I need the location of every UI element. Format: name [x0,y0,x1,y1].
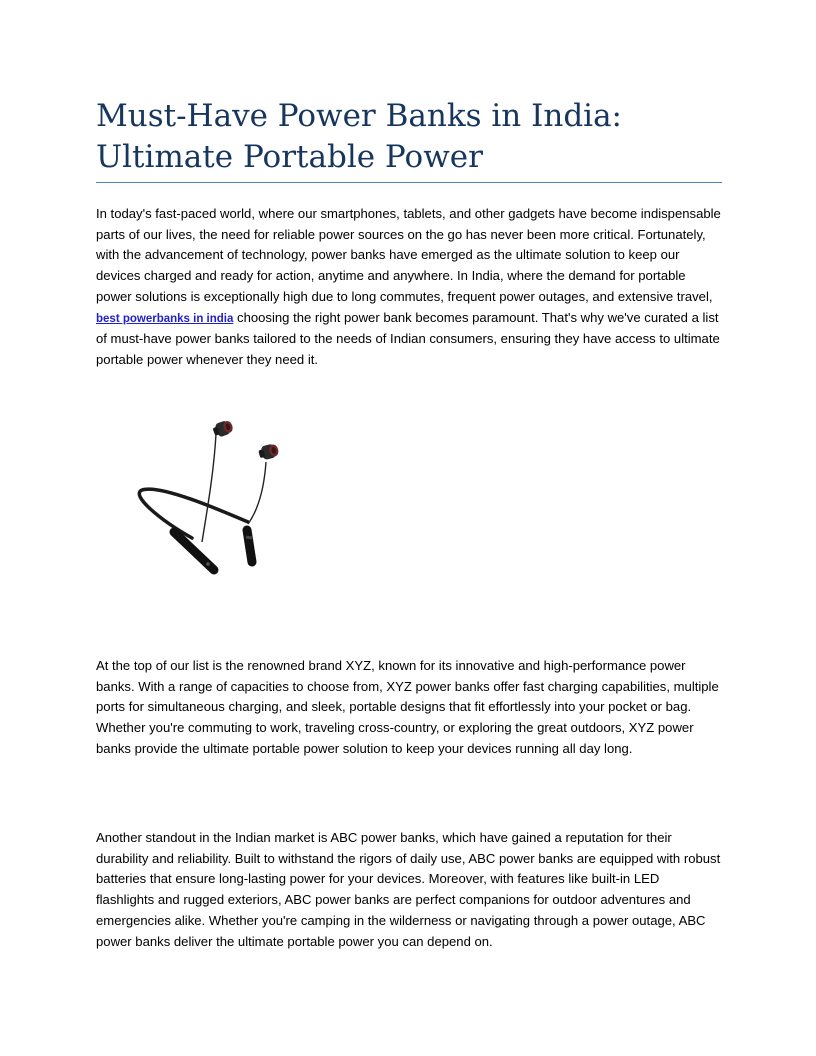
intro-paragraph [96,204,721,371]
abc-paragraph: Another standout in the Indian market is ABC power banks, which have gained a reputation for their durability and reliability. Built to withstand the rigors of daily use, ABC power banks are equipped with robust batteries that ensure long-lasting power for your devices. Moreover, with features like built-in LED flashlights and rugged exteriors, ABC power banks are perfect companions for outdoor adventures and emergencies alike. Whether you're camping in the wilderness or navigating through a power outage, ABC power banks deliver the ultimate portable power you can depend on. [96,830,721,949]
intro-text-before-link: In today's fast-paced world, where our smartphones, tablets, and other gadgets have become indispensable parts of our lives, the need for reliable power sources on the go has never been more critical. Fortunately, with the advancement of technology, power banks have emerged as the ultimate solution to keep our devices charged and ready for action, anytime and anywhere. In India, where the demand for portable power solutions is exceptionally high due to long commutes, frequent power outages, and extensive travel, [96,206,721,304]
intro-text-after-link: choosing the right power bank becomes paramount. That's why we've curated a list of must-have power banks tailored to the needs of Indian consumers, ensuring they have access to ultimate portable power whenever they need it. [96,309,720,367]
left-earbud [211,419,234,439]
right-earbud [257,443,279,462]
right-control-module [247,530,252,562]
powerbanks-link[interactable]: best powerbanks in india [96,312,234,325]
neckband-earphones-icon [130,410,290,585]
right-earbud-cable [248,462,266,524]
title-line-1: Must-Have Power Banks in India: [96,98,623,134]
neckband-cable [139,489,248,538]
left-earbud-cable [202,434,216,542]
title-underline [96,182,722,183]
xyz-paragraph: At the top of our list is the renowned brand XYZ, known for its innovative and high-performance power banks. With a range of capacities to choose from, XYZ power banks offer fast charging capabilities, multiple ports for simultaneous charging, and sleek, portable designs that fit effortlessly into your pocket or bag. Whether you're commuting to work, traveling cross-country, or exploring the great outdoors, XYZ power banks provide the ultimate portable power solution to keep your devices running all day long. [96,658,719,756]
article-title [96,96,722,178]
title-line-2: Ultimate Portable Power [96,139,483,175]
